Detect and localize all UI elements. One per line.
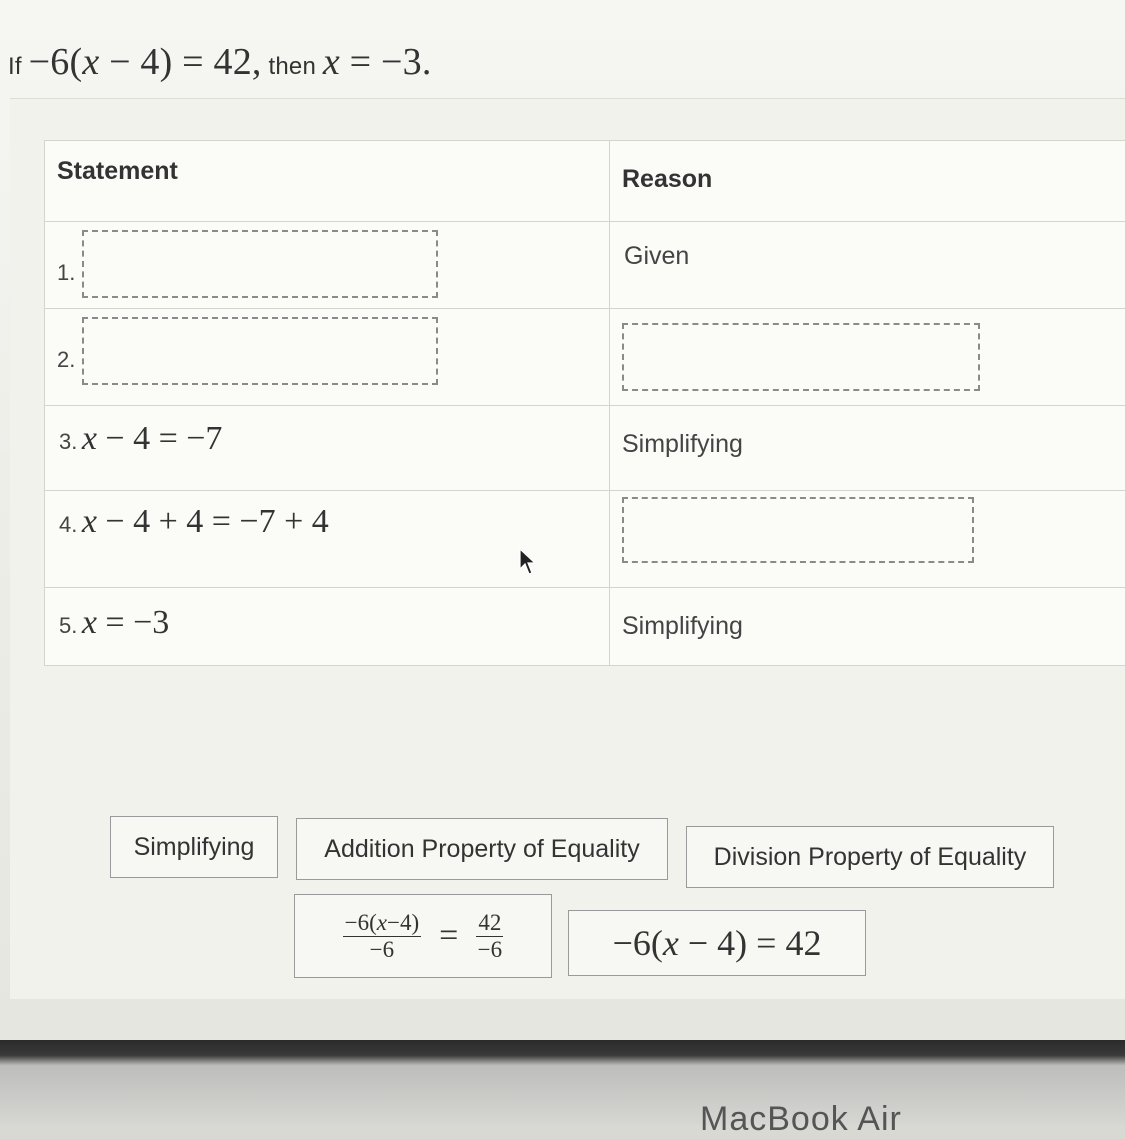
reason-cell: [610, 406, 1125, 491]
reason-text: Simplifying: [622, 612, 743, 640]
table-row: [45, 406, 1125, 491]
row-number: 5.: [59, 613, 77, 638]
tile-label: Addition Property of Equality: [324, 835, 639, 864]
statement-equation: x − 4 = −7: [82, 420, 223, 457]
tile-given-equation[interactable]: [568, 910, 866, 976]
statement-cell: [45, 406, 610, 491]
statement-drop-slot-2[interactable]: [82, 317, 438, 385]
table-row: [45, 491, 1125, 588]
statement-equation: x − 4 + 4 = −7 + 4: [82, 503, 329, 540]
reason-cell: [610, 222, 1125, 309]
fraction-right: $\frac{42}{-6}$: [476, 910, 503, 962]
laptop-bezel: [0, 1040, 1125, 1125]
table-row: [45, 588, 1125, 666]
statement-drop-slot-1[interactable]: [82, 230, 438, 298]
if-word: If: [8, 53, 22, 80]
table-row: [45, 309, 1125, 406]
statement-cell: [45, 222, 610, 309]
tile-label: Simplifying: [134, 833, 255, 862]
tile-division-property[interactable]: [686, 826, 1054, 888]
tile-label: Division Property of Equality: [714, 843, 1027, 872]
statement-cell: [45, 588, 610, 666]
row-number: 3.: [59, 429, 77, 454]
reason-cell: [610, 309, 1125, 406]
statement-cell: [45, 309, 610, 406]
mouse-pointer-icon: [519, 548, 537, 576]
row-number: 1.: [57, 260, 75, 285]
reason-drop-slot-2[interactable]: [622, 323, 980, 391]
then-word: then: [268, 53, 316, 80]
equals-sign: =: [439, 917, 458, 955]
reason-cell: [610, 491, 1125, 588]
table-header-row: [45, 141, 1125, 222]
reason-drop-slot-4[interactable]: [622, 497, 974, 563]
reason-cell: [610, 588, 1125, 666]
reason-header: Reason: [610, 141, 1125, 222]
row-number: 2.: [57, 347, 75, 372]
problem-statement: [8, 40, 432, 84]
tile-simplifying[interactable]: [110, 816, 278, 878]
statement-header: Statement: [45, 141, 610, 222]
reason-text: Simplifying: [622, 430, 743, 458]
fraction-left: $\frac{-6(x-4)}{-6}$: [343, 910, 422, 962]
tile-equation: −6(x − 4) = 42: [613, 922, 822, 964]
table-row: [45, 222, 1125, 309]
proof-table: [44, 140, 1125, 666]
conclusion-equation: x = −3.: [323, 41, 432, 83]
statement-equation: x = −3: [82, 604, 169, 641]
laptop-brand-label: MacBook Air: [700, 1100, 902, 1139]
row-number: 4.: [59, 512, 77, 537]
tile-division-equation[interactable]: [294, 894, 552, 978]
given-equation: −6(x − 4) = 42,: [29, 41, 262, 83]
reason-text: Given: [624, 242, 689, 270]
tile-addition-property[interactable]: [296, 818, 668, 880]
